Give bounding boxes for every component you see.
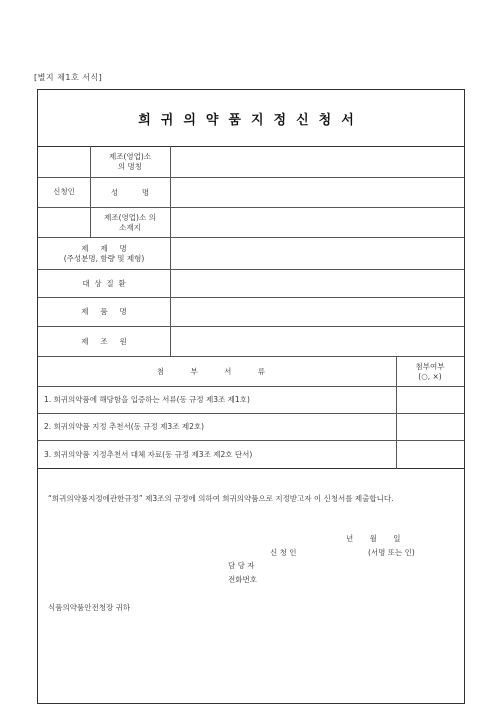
product-field-value[interactable]: [170, 270, 464, 297]
manager-label: 담 당 자: [228, 561, 255, 570]
product-row-formulation: [38, 238, 464, 270]
title-box: [38, 90, 464, 147]
applicant-field-value[interactable]: [170, 178, 464, 207]
product-field-value[interactable]: [170, 327, 464, 356]
applicant-field-label: 제조(영업)소 의 소재지: [104, 212, 156, 232]
declaration-statement: “희귀의약품지정에관한규정” 제3조의 규정에 의하여 희귀의약품으로 지정받고자 이 신청서를 제출합니다.: [48, 494, 394, 503]
product-row-disease: [38, 270, 464, 298]
date-line[interactable]: 년 월 일: [346, 534, 401, 543]
form-number-tag: [별지 제1호 서식]: [34, 73, 103, 82]
product-field-label: 제 제 명 (주성분명, 함량 및 제형): [63, 243, 145, 263]
attachment-status-checkbox[interactable]: [396, 414, 464, 440]
applicant-row-address: [38, 208, 464, 238]
applicant-field-label: 성 명: [110, 187, 150, 197]
product-row-product-name: [38, 298, 464, 327]
product-field-label: 제 조 원: [81, 336, 127, 346]
attachment-item-row: [38, 414, 464, 441]
applicant-row-person: [38, 178, 464, 208]
product-field-value[interactable]: [170, 298, 464, 326]
attachment-status-checkbox[interactable]: [396, 441, 464, 468]
applicant-field-value[interactable]: [170, 208, 464, 237]
product-field-value[interactable]: [170, 238, 464, 269]
applicant-field-label: 제조(영업)소 의 명칭: [108, 151, 152, 171]
attachment-item-text: 3. 희귀의약품 지정추천서 대체 자료(동 규정 제3조 제2호 단서): [44, 449, 253, 459]
applicant-group-label: 신청인: [53, 187, 75, 196]
product-field-label: 제 품 명: [81, 307, 127, 316]
addressee: 식품의약품안전청장 귀하: [48, 603, 131, 612]
grid-divider: [90, 146, 91, 238]
phone-label: 전화번호: [228, 575, 257, 584]
attachment-item-text: 1. 희귀의약품에 해당함을 입증하는 서류(동 규정 제3조 제1호): [44, 395, 250, 404]
attachment-item-text: 2. 희귀의약품 지정 추천서(동 규정 제3조 제2호): [44, 422, 205, 431]
applicant-field-value[interactable]: [170, 146, 464, 177]
sign-or-seal-note[interactable]: (서명 또는 인): [368, 548, 415, 557]
attachments-header-row: [38, 357, 464, 387]
applicant-sign-label: 신 청 인: [270, 548, 297, 557]
attachment-status-checkbox[interactable]: [396, 387, 464, 413]
product-field-label: 대 상 질 환: [82, 278, 126, 288]
attachment-item-row: [38, 441, 464, 469]
form-title: 희귀의약품지정신청서: [138, 112, 364, 128]
attachment-item-row: [38, 387, 464, 414]
grid-divider: [396, 357, 397, 469]
attachments-header-label: 첨 부 서 류: [156, 366, 278, 376]
grid-divider: [170, 146, 171, 357]
attachments-status-header: 첨부여부 (○, ×): [415, 361, 445, 381]
applicant-row-name: [38, 146, 464, 178]
product-row-manufacturer: [38, 327, 464, 357]
application-form: [37, 89, 465, 704]
